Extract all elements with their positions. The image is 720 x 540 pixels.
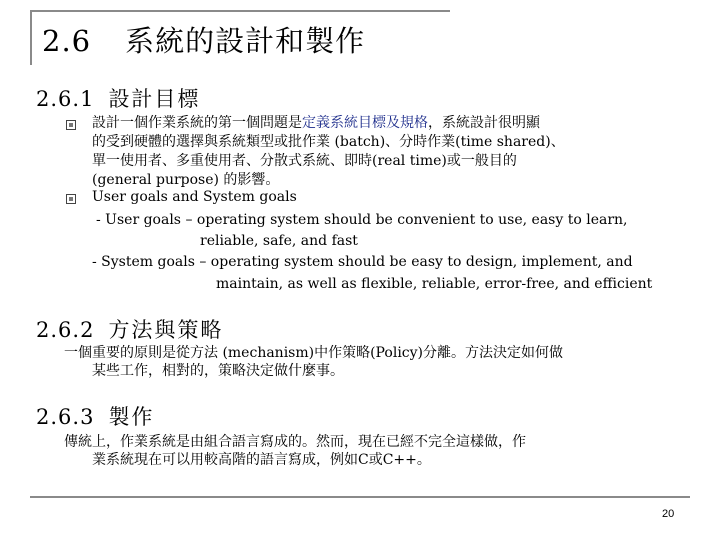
slide-title — [42, 24, 365, 58]
section-heading-2-6-1 — [36, 86, 200, 112]
section2-line1: 一個重要的原則是從方法 (mechanism)中作策略(Policy)分離。方法決定如何做 — [64, 345, 564, 361]
section-heading-2-6-3 — [36, 404, 154, 430]
section-number: 2.6.2 — [36, 318, 95, 342]
bullet1-line3: 單一使用者、多重使用者、分散式系統、即時(real time)或一般目的 — [92, 153, 517, 169]
section2-line2: 某些工作，相對的，策略決定做什麼事。 — [92, 363, 344, 379]
bullet1-highlight: 定義系統目標及規格 — [302, 115, 428, 131]
bullet1-line1 — [92, 114, 540, 133]
bullet2-line5: maintain, as well as flexible, reliable, error-free, and efficient — [216, 276, 653, 292]
bullet2-line3: reliable, safe, and fast — [200, 233, 358, 249]
section3-line2: 業系統現在可以用較高階的語言寫成，例如C或C++。 — [92, 452, 431, 468]
bullet-square-icon — [66, 194, 76, 204]
title-number: 2.6 — [42, 24, 92, 58]
bullet-square-icon — [66, 120, 76, 130]
section-number: 2.6.1 — [36, 87, 95, 111]
bullet2-line4: - System goals – operating system should be easy to design, implement, and — [92, 254, 633, 270]
section-title: 設計目標 — [108, 87, 201, 111]
section3-line1: 傳統上，作業系統是由組合語言寫成的。然而，現在已經不完全這樣做，作 — [64, 434, 526, 450]
bullet2-line2: - User goals – operating system should be convenient to use, easy to learn, — [96, 212, 628, 228]
title-left-rule — [30, 10, 32, 65]
bullet2-line1: User goals and System goals — [92, 189, 297, 205]
bullet1-text-pre: 設計一個作業系統的第一個問題是 — [92, 115, 302, 131]
title-text: 系統的設計和製作 — [125, 24, 366, 58]
section-heading-2-6-2 — [36, 317, 223, 343]
section-title: 製作 — [108, 405, 155, 429]
footer-rule — [30, 496, 690, 498]
section-number: 2.6.3 — [36, 405, 95, 429]
section-title: 方法與策略 — [108, 318, 224, 342]
bullet1-line4: (general purpose) 的影響。 — [92, 172, 280, 188]
bullet1-line2: 的受到硬體的選擇與系統類型或批作業 (batch)、分時作業(time shared)、 — [92, 134, 565, 150]
bullet1-text-post: ，系統設計很明顯 — [428, 115, 540, 131]
page-number: 20 — [662, 508, 675, 520]
title-top-rule — [30, 10, 450, 12]
